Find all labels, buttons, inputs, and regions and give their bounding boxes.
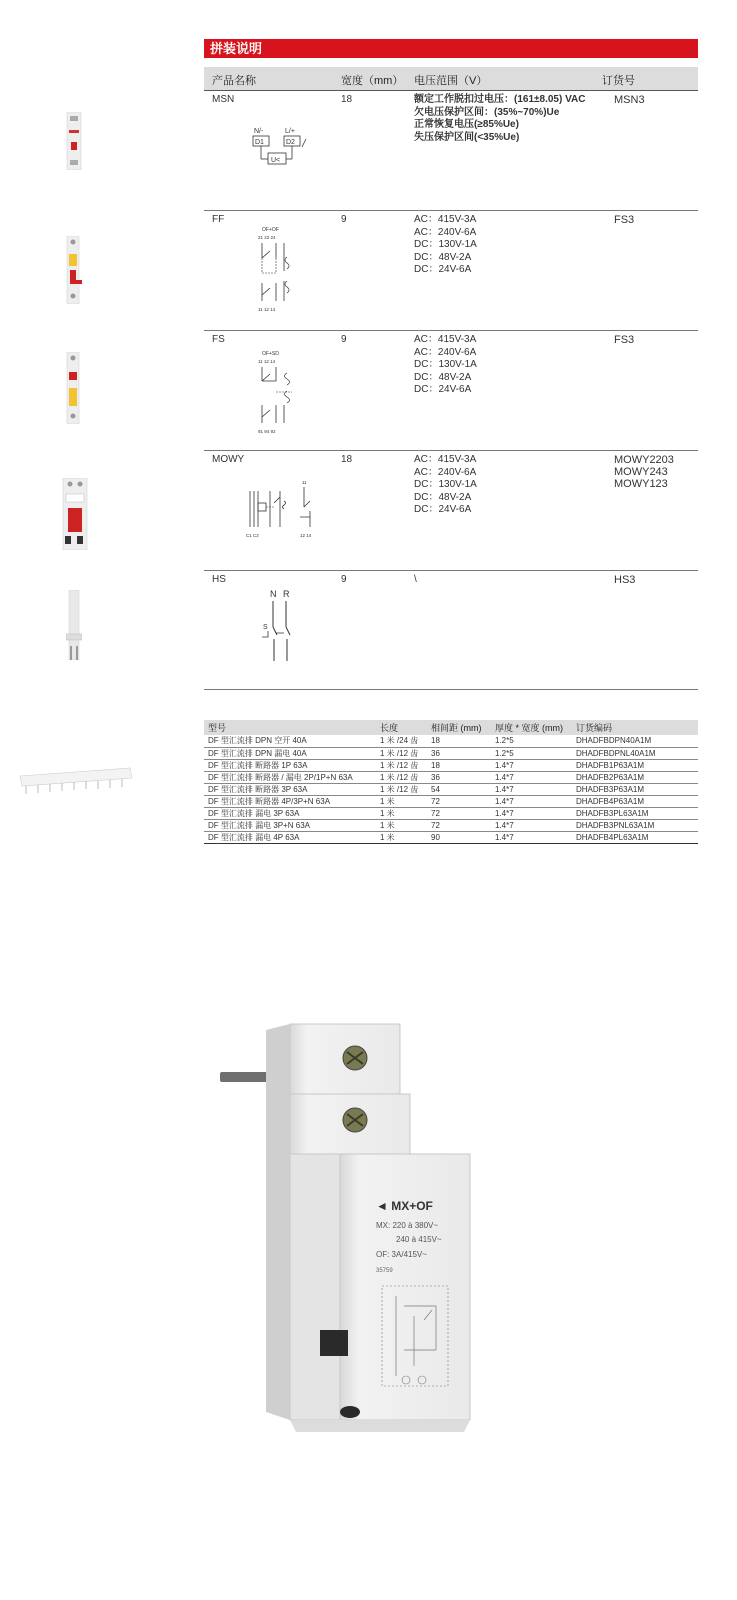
cell-thickness: 1.4*7 [491, 783, 572, 795]
spec-row-mowy [204, 451, 698, 571]
cell-model: DF 型汇流排 漏电 3P+N 63A [204, 819, 376, 831]
cell-thickness: 1.4*7 [491, 795, 572, 807]
svg-text:11 12 14: 11 12 14 [258, 359, 276, 364]
msn-wiring-diagram [250, 125, 310, 167]
svg-text:C1 C2: C1 C2 [246, 533, 259, 538]
spec-table-header [204, 67, 698, 91]
photo-mx-spec: MX: 220 à 380V~ [376, 1221, 439, 1230]
busbar-table [204, 720, 698, 844]
mowy-wiring-diagram [244, 477, 320, 541]
order-number: HS3 [614, 574, 636, 586]
cell-model: DF 型汇流排 DPN 漏电 40A [204, 747, 376, 759]
cell-model: DF 型汇流排 断路器 4P/3P+N 63A [204, 795, 376, 807]
section-title: 拼装说明 [204, 39, 698, 58]
col-length: 长度 [376, 720, 427, 735]
cell-model: DF 型汇流排 漏电 3P 63A [204, 807, 376, 819]
product-name: FF [212, 214, 225, 225]
cell-model: DF 型汇流排 DPN 空开 40A [204, 735, 376, 747]
col-model: 型号 [204, 720, 376, 735]
product-width: 18 [341, 94, 353, 105]
cell-pitch: 18 [427, 735, 491, 747]
voltage-range: AC：415V-3A AC：240V-6A DC：130V-1A DC：48V-2A DC：24V-6A [414, 334, 477, 395]
col-order-code: 订货编码 [572, 720, 698, 735]
table-row [204, 735, 698, 747]
cell-length: 1 米 [376, 831, 427, 843]
cell-pitch: 90 [427, 831, 491, 843]
cell-thickness: 1.4*7 [491, 759, 572, 771]
cell-length: 1 米 /24 齿 [376, 735, 427, 747]
order-number: MOWY2203 MOWY243 MOWY123 [614, 454, 674, 490]
busbar-product-thumbnail [18, 764, 134, 798]
front-face [340, 1154, 470, 1420]
cell-order-code: DHADFB1P63A1M [572, 759, 698, 771]
cell-length: 1 米 /12 齿 [376, 747, 427, 759]
cell-thickness: 1.4*7 [491, 819, 572, 831]
cell-pitch: 18 [427, 759, 491, 771]
table-row [204, 819, 698, 831]
cell-order-code: DHADFB3P63A1M [572, 783, 698, 795]
photo-of-spec: OF: 3A/415V~ [376, 1250, 427, 1259]
cell-thickness: 1.2*5 [491, 747, 572, 759]
product-width: 18 [341, 454, 353, 465]
cell-order-code: DHADFB4PL63A1M [572, 831, 698, 843]
cell-thickness: 1.2*5 [491, 735, 572, 747]
cell-pitch: 72 [427, 795, 491, 807]
cell-thickness: 1.4*7 [491, 771, 572, 783]
svg-text:U<: U< [271, 157, 281, 164]
header-order-no: 订货号 [602, 75, 635, 87]
svg-text:91 94 92: 91 94 92 [258, 429, 276, 434]
table-row [204, 831, 698, 843]
fs-wiring-diagram [254, 347, 304, 447]
hs-wiring-diagram [254, 587, 304, 665]
cell-order-code: DHADFBDPN40A1M [572, 735, 698, 747]
cell-pitch: 36 [427, 771, 491, 783]
photo-code: 35759 [376, 1268, 393, 1274]
svg-text:11 12 14: 11 12 14 [258, 307, 276, 312]
spec-row-hs [204, 571, 698, 690]
header-width: 宽度（mm） [341, 75, 404, 87]
svg-text:N: N [270, 589, 277, 599]
header-voltage: 电压范围（V） [414, 75, 488, 87]
product-width: 9 [341, 214, 347, 225]
svg-text:12 14: 12 14 [300, 533, 312, 538]
ff-product-thumbnail [66, 236, 82, 304]
table-row [204, 759, 698, 771]
cell-model: DF 型汇流排 断路器 1P 63A [204, 759, 376, 771]
cell-length: 1 米 /12 齿 [376, 759, 427, 771]
mowy-product-thumbnail [62, 478, 90, 550]
voltage-range: AC：415V-3A AC：240V-6A DC：130V-1A DC：48V-2A DC：24V-6A [414, 214, 477, 275]
cell-pitch: 72 [427, 807, 491, 819]
order-number: MSN3 [614, 94, 645, 106]
busbar-table-header [204, 720, 698, 735]
ff-wiring-diagram [254, 223, 304, 323]
svg-text:OF+SD: OF+SD [262, 351, 279, 357]
photo-model-label: ◄ MX+OF [376, 1199, 433, 1213]
cell-order-code: DHADFB4P63A1M [572, 795, 698, 807]
mx-of-product-photo [200, 1020, 490, 1440]
product-name: FS [212, 334, 225, 345]
cell-length: 1 米 [376, 795, 427, 807]
cell-length: 1 米 [376, 819, 427, 831]
product-width: 9 [341, 574, 347, 585]
cell-order-code: DHADFB3PNL63A1M [572, 819, 698, 831]
cell-thickness: 1.4*7 [491, 831, 572, 843]
voltage-range: \ [414, 574, 417, 585]
cell-model: DF 型汇流排 漏电 4P 63A [204, 831, 376, 843]
cell-length: 1 米 [376, 807, 427, 819]
order-number: FS3 [614, 334, 635, 346]
cell-order-code: DHADFB3PL63A1M [572, 807, 698, 819]
cell-pitch: 36 [427, 747, 491, 759]
cell-model: DF 型汇流排 断路器 3P 63A [204, 783, 376, 795]
svg-text:D2: D2 [286, 139, 295, 146]
voltage-range: 额定工作脱扣过电压：(161±8.05) VAC 欠电压保护区间：(35%~70%)Ue 正常恢复电压(≥85%Ue) 失压保护区间(<35%Ue) [414, 94, 586, 143]
svg-text:L/+: L/+ [285, 128, 295, 135]
table-row [204, 747, 698, 759]
col-thickness: 厚度 * 宽度 (mm) [491, 720, 572, 735]
svg-text:N/-: N/- [254, 128, 264, 135]
cell-thickness: 1.4*7 [491, 807, 572, 819]
msn-product-thumbnail [66, 112, 82, 170]
table-row [204, 795, 698, 807]
spec-row-msn [204, 91, 698, 211]
photo-mx-spec-2: 240 à 415V~ [396, 1235, 442, 1244]
cell-length: 1 米 /12 齿 [376, 783, 427, 795]
cell-order-code: DHADFBDPNL40A1M [572, 747, 698, 759]
product-width: 9 [341, 334, 347, 345]
svg-text:S: S [263, 624, 268, 631]
product-name: MSN [212, 94, 235, 105]
svg-text:D1: D1 [255, 139, 264, 146]
svg-text:11: 11 [302, 480, 307, 485]
cell-order-code: DHADFB2P63A1M [572, 771, 698, 783]
table-row [204, 771, 698, 783]
cell-length: 1 米 /12 齿 [376, 771, 427, 783]
voltage-range: AC：415V-3A AC：240V-6A DC：130V-1A DC：48V-2A DC：24V-6A [414, 454, 477, 515]
cell-pitch: 72 [427, 819, 491, 831]
order-number: FS3 [614, 214, 635, 226]
svg-text:R: R [283, 589, 290, 599]
cell-pitch: 54 [427, 783, 491, 795]
cell-model: DF 型汇流排 断路器 / 漏电 2P/1P+N 63A [204, 771, 376, 783]
product-name: MOWY [212, 454, 245, 465]
spec-row-ff [204, 211, 698, 331]
fs-product-thumbnail [66, 352, 82, 424]
product-name: HS [212, 574, 226, 585]
table-row [204, 783, 698, 795]
toggle-lever [320, 1330, 348, 1356]
svg-text:21 22 24: 21 22 24 [258, 235, 276, 240]
svg-text:OF+OF: OF+OF [262, 227, 279, 233]
col-pitch: 相间距 (mm) [427, 720, 491, 735]
header-product-name: 产品名称 [212, 75, 256, 87]
table-row [204, 807, 698, 819]
spec-row-fs [204, 331, 698, 451]
hs-product-thumbnail [66, 590, 82, 660]
